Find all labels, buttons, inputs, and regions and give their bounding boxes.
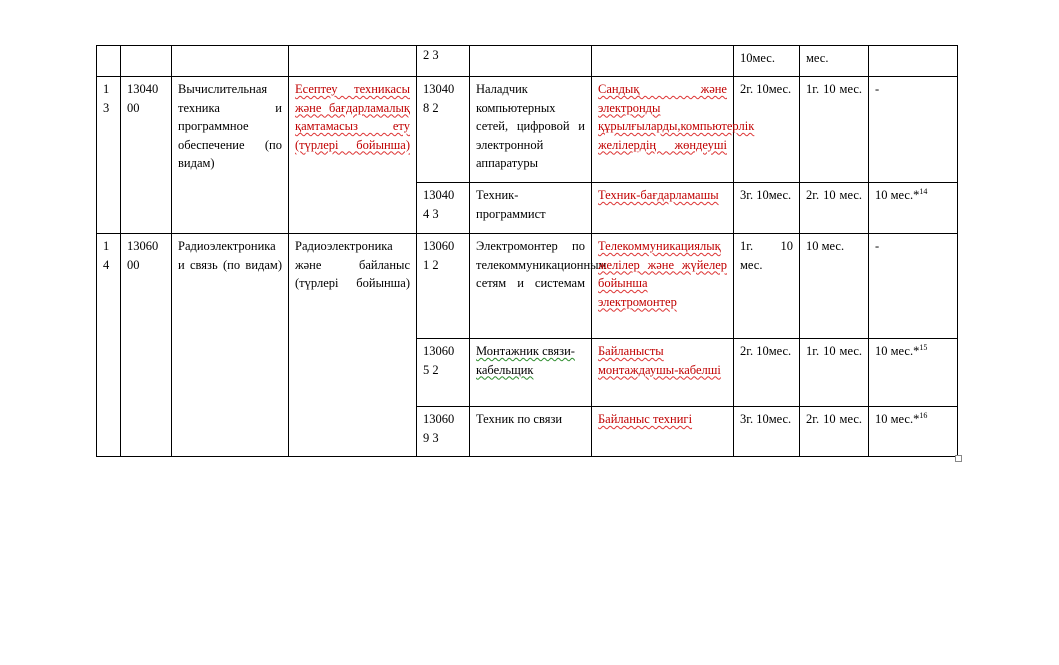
cell-num: 1 4 xyxy=(97,234,121,457)
cell-qual-code: 13040 4 3 xyxy=(417,183,470,234)
cell-specialty-ru: Радиоэлектроника и связь (по видам) xyxy=(172,234,289,457)
cell-term-11: 1г. 10 мес. xyxy=(800,339,869,407)
cell-qual-ru: Наладчик компьютерных сетей, цифровой и электронной аппаратуры xyxy=(470,77,592,183)
cell-term-9: 2г. 10мес. xyxy=(734,77,800,183)
cell-qual-code: 2 3 xyxy=(417,46,470,77)
cell-term-higher: 10 мес.*$^{15}$ xyxy=(869,339,958,407)
cell-specialty-kz xyxy=(289,46,417,77)
cell-qual-ru xyxy=(470,46,592,77)
cell-specialty-kz: Есептеу техникасы және бағдарламалық қамтамасыз ету (түрлері бойынша) xyxy=(289,77,417,234)
cell-term-higher: - xyxy=(869,234,958,339)
table-row xyxy=(97,77,958,183)
cell-qual-kz: Байланыс технигі xyxy=(592,407,734,457)
cell-term-11: 2г. 10 мес. xyxy=(800,183,869,234)
cell-term-9: 1г. 10 мес. xyxy=(734,234,800,339)
cell-qual-code: 13040 8 2 xyxy=(417,77,470,183)
table-resize-handle[interactable] xyxy=(955,455,962,462)
cell-term-higher: 10 мес.*$^{16}$ xyxy=(869,407,958,457)
cell-qual-ru: Техник-программист xyxy=(470,183,592,234)
cell-code xyxy=(121,46,172,77)
cell-term-9: 3г. 10мес. xyxy=(734,183,800,234)
cell-qual-ru: Электромонтер по телекоммуникационным сетям и системам xyxy=(470,234,592,339)
cell-specialty-ru xyxy=(172,46,289,77)
cell-specialty-ru: Вычислительная техника и программное обеспечение (по видам) xyxy=(172,77,289,234)
cell-term-11: 1г. 10 мес. xyxy=(800,77,869,183)
cell-qual-code: 13060 9 3 xyxy=(417,407,470,457)
cell-qual-kz xyxy=(592,46,734,77)
cell-qual-kz: Телекоммуникациялық желілер және жүйелер бойынша электромонтер xyxy=(592,234,734,339)
table-row xyxy=(97,234,958,339)
table-row xyxy=(97,46,958,77)
cell-term-9: 10мес. xyxy=(734,46,800,77)
cell-qual-kz: Техник-бағдарламашы xyxy=(592,183,734,234)
cell-term-higher: 10 мес.*$^{14}$ xyxy=(869,183,958,234)
cell-qual-ru: Техник по связи xyxy=(470,407,592,457)
cell-term-9: 2г. 10мес. xyxy=(734,339,800,407)
cell-qual-ru: Монтажник связи-кабельщик xyxy=(470,339,592,407)
cell-qual-code: 13060 1 2 xyxy=(417,234,470,339)
cell-qual-kz: Сандық және электронды құрылғыларды,компьютерлік желілердің жөндеуші xyxy=(592,77,734,183)
specialties-table xyxy=(96,45,958,457)
cell-term-higher xyxy=(869,46,958,77)
cell-num xyxy=(97,46,121,77)
cell-code: 13040 00 xyxy=(121,77,172,234)
cell-qual-kz: Байланысты монтаждаушы-кабелші xyxy=(592,339,734,407)
cell-code: 13060 00 xyxy=(121,234,172,457)
cell-num: 1 3 xyxy=(97,77,121,234)
cell-term-9: 3г. 10мес. xyxy=(734,407,800,457)
cell-specialty-kz: Радиоэлектроника және байланыс (түрлері бойынша) xyxy=(289,234,417,457)
cell-term-11: 2г. 10 мес. xyxy=(800,407,869,457)
cell-term-11: 10 мес. xyxy=(800,234,869,339)
cell-term-higher: - xyxy=(869,77,958,183)
cell-qual-code: 13060 5 2 xyxy=(417,339,470,407)
cell-term-11: мес. xyxy=(800,46,869,77)
